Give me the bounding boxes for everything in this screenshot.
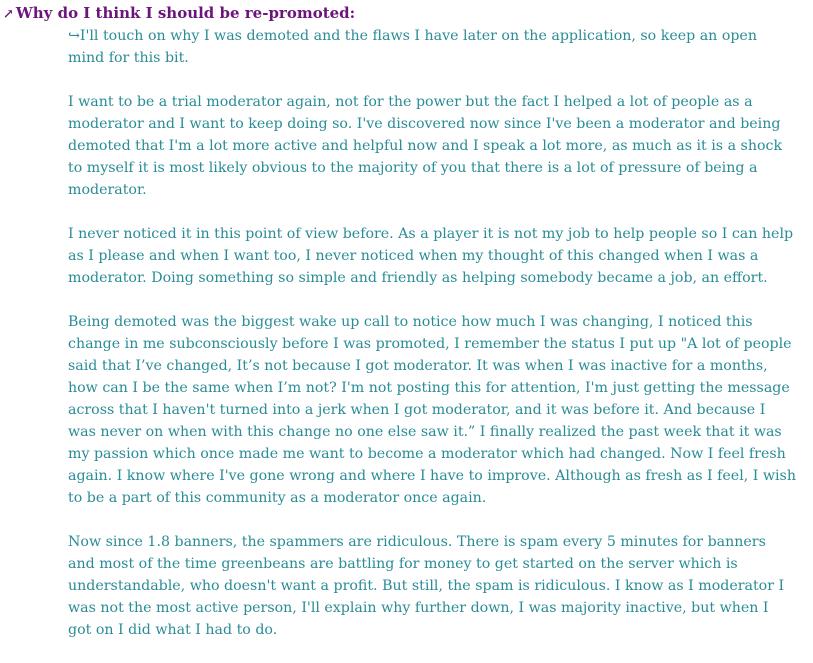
paragraph-1-text: I'll touch on why I was demoted and the flaws I have later on the application, so keep an open mind for this bit.	[68, 28, 757, 66]
post-body	[68, 25, 796, 663]
paragraph-1	[68, 25, 796, 69]
arrow-icon: ↗	[3, 7, 14, 22]
paragraph-3: I never noticed it in this point of view before. As a player it is not my job to help people so I can help as I please and when I want too, I never noticed when my thought of this changed when I was a moderator. Doing something so simple and friendly as helping somebody became a job, an effort.	[68, 226, 794, 286]
reply-hook-icon: ↪	[68, 28, 80, 44]
section-heading	[3, 4, 355, 24]
paragraph-4: Being demoted was the biggest wake up call to notice how much I was changing, I noticed this change in me subconsciously before I was promoted, I remember the status I put up "A lot of people said that I’ve changed, It’s not because I got moderator. It was when I was inactive for a months, how can I be the same when I’m not? I'm not posting this for attention, I'm just getting the message across that I haven't turned into a jerk when I got moderator, and it was before it. And because I was never on when with this change no one else saw it.” I finally realized the past week that it was my passion which once made me want to become a moderator which had changed. Now I feel fresh again. I know where I've gone wrong and where I have to improve. Although as fresh as I feel, I wish to be a part of this community as a moderator once again.	[68, 314, 796, 506]
paragraph-5: Now since 1.8 banners, the spammers are ridiculous. There is spam every 5 minutes for banners and most of the time greenbeans are battling for money to get started on the server which is understandable, who doesn't want a profit. But still, the spam is ridiculous. I know as I moderator I was not the most active person, I'll explain why further down, I was majority inactive, but when I got on I did what I had to do.	[68, 534, 785, 638]
paragraph-2: I want to be a trial moderator again, not for the power but the fact I helped a lot of people as a moderator and I want to keep doing so. I've discovered now since I've been a moderator and being demoted that I'm a lot more active and helpful now and I speak a lot more, as much as it is a shock to myself it is most likely obvious to the majority of you that there is a lot of pressure of being a moderator.	[68, 94, 783, 198]
heading-title: Why do I think I should be re-promoted:	[15, 4, 356, 22]
